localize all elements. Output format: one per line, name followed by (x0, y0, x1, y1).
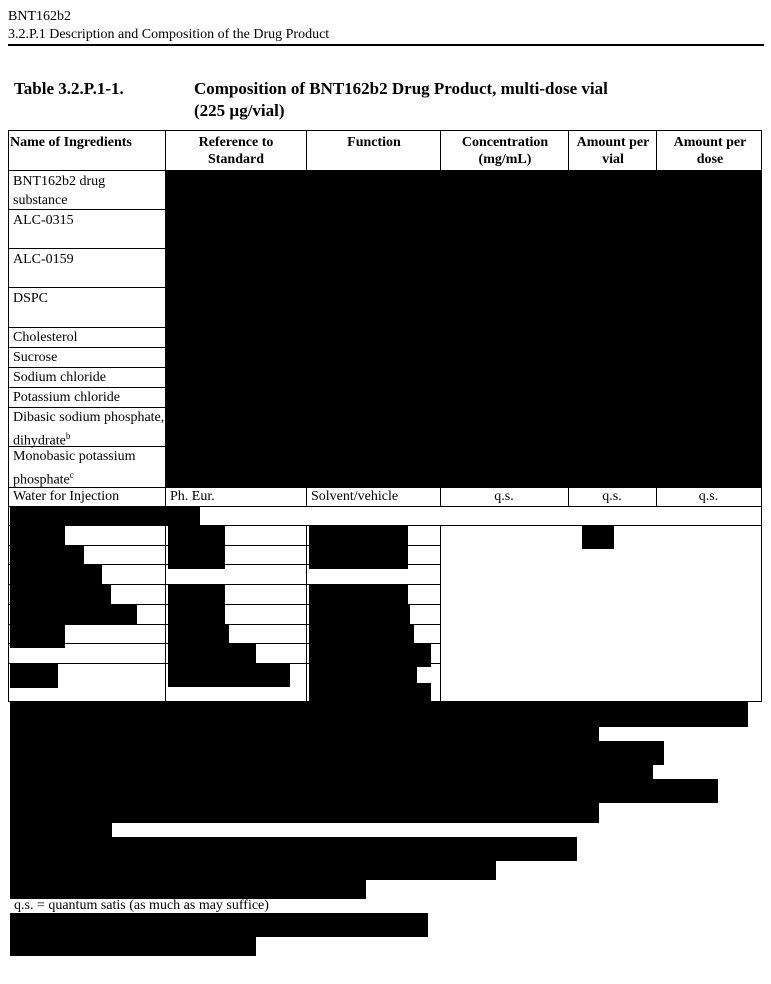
redaction-block (10, 823, 112, 837)
table-title-line1: Composition of BNT162b2 Drug Product, multi-dose vial (194, 79, 608, 98)
water-concentration: q.s. (494, 489, 514, 504)
redaction-block (582, 525, 614, 549)
redaction-block (309, 604, 410, 624)
ingredient-name: ALC-0159 (13, 252, 74, 267)
redaction-block (10, 545, 84, 565)
sub-col-sep (165, 525, 166, 701)
table-title-line2: (225 µg/vial) (194, 101, 285, 120)
redaction-block (10, 624, 65, 648)
doc-header-product: BNT162b2 (8, 9, 71, 24)
water-per-vial: q.s. (602, 489, 622, 504)
redaction-block (309, 525, 408, 569)
redaction-block (309, 663, 417, 683)
redaction-block (168, 624, 229, 644)
redaction-block (10, 837, 577, 861)
table-left-border (8, 130, 9, 507)
table-top-border (8, 130, 762, 131)
redaction-block (10, 803, 599, 823)
ingredient-name-text: Dibasic sodium phosphate, dihydrate (13, 410, 165, 449)
table-number: Table 3.2.P.1-1. (14, 79, 124, 98)
header-rule (8, 44, 764, 46)
redaction-block (10, 664, 58, 688)
redaction-block (168, 663, 290, 687)
sub-right-border (761, 506, 762, 702)
ingredient-name: Potassium chloride (13, 390, 120, 405)
redaction-block (10, 727, 599, 741)
col-header-function: Function (347, 135, 401, 150)
ingredient-name: DSPC (13, 291, 49, 306)
redaction-block (168, 643, 256, 664)
redaction-block (10, 525, 65, 545)
col-header-concentration: Concentration (mg/mL) (461, 135, 549, 167)
redaction-block (10, 937, 256, 956)
redaction-block (10, 765, 653, 779)
sub-col-sep (440, 525, 441, 701)
water-name: Water for Injection (13, 489, 120, 504)
redaction-block (10, 741, 664, 765)
redaction-block (166, 171, 762, 487)
redaction-block (309, 683, 431, 702)
col-header-reference: Reference to Standard (198, 135, 274, 167)
water-function: Solvent/vehicle (311, 489, 399, 504)
col-header-name: Name of Ingredients (10, 135, 132, 150)
water-reference: Ph. Eur. (170, 489, 215, 504)
ingredient-name-text: Monobasic potassium phosphate (13, 449, 136, 488)
redaction-block (10, 861, 496, 880)
redaction-block (309, 624, 414, 644)
col-header-per-dose: Amount per dose (673, 135, 747, 167)
sub-col-sep (306, 525, 307, 701)
redaction-block (10, 584, 111, 604)
qs-footnote: q.s. = quantum satis (as much as may suffice) (14, 898, 269, 913)
ingredient-name: Sucrose (13, 350, 58, 365)
redaction-block (10, 779, 718, 803)
ingredient-name (13, 447, 165, 490)
footnote-mark: b (65, 431, 71, 441)
redaction-block (168, 584, 225, 624)
redaction-block (10, 506, 200, 526)
ingredient-name: ALC-0315 (13, 213, 74, 228)
row-sep (8, 248, 166, 249)
redaction-block (10, 913, 428, 937)
ingredient-name: Cholesterol (13, 330, 78, 345)
redaction-block (168, 525, 225, 569)
ingredient-name: Sodium chloride (13, 370, 106, 385)
ingredient-name: BNT162b2 drug substance (13, 174, 106, 208)
redaction-block (309, 584, 408, 604)
doc-header-section: 3.2.P.1 Description and Composition of the Drug Product (8, 27, 330, 42)
redaction-block (10, 604, 137, 624)
row-sep (8, 287, 166, 288)
redaction-block (10, 564, 102, 584)
redaction-block (10, 702, 748, 727)
water-per-dose: q.s. (698, 489, 719, 504)
ingredient-name (13, 408, 165, 451)
col-header-per-vial: Amount per vial (576, 135, 650, 167)
footnote-mark: c (69, 470, 74, 480)
